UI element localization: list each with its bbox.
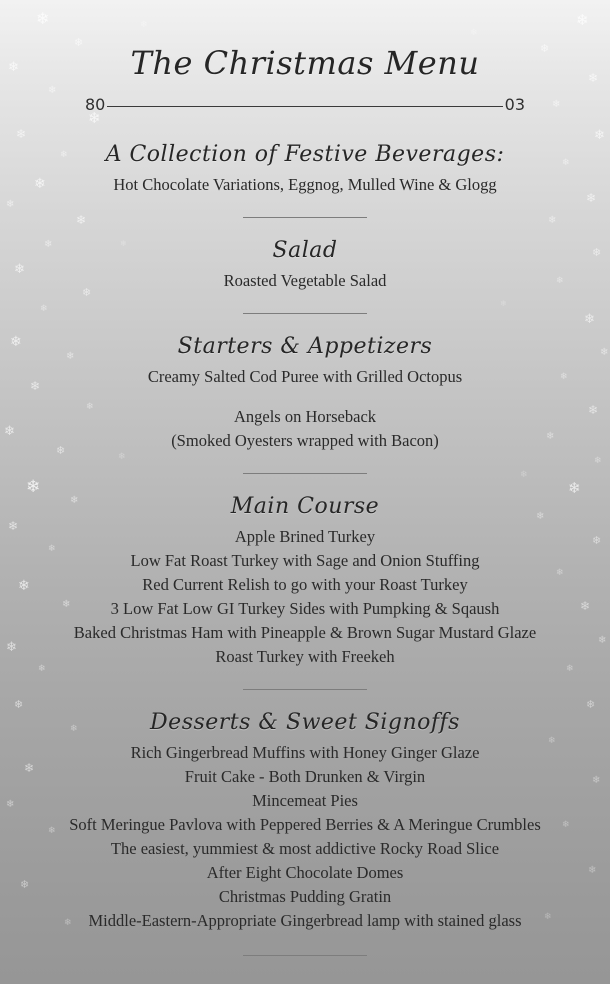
menu-item: Low Fat Roast Turkey with Sage and Onion Stuffing [130, 551, 480, 570]
menu-section-heading: Starters & Appetizers [177, 334, 433, 359]
snowflake-icon: ❄ [62, 599, 71, 610]
menu-item: Middle-Eastern-Appropriate Gingerbread lamp with stained glass [88, 911, 522, 930]
page-title: The Christmas Menu [130, 44, 480, 82]
snowflake-icon: ❄ [64, 917, 72, 927]
menu-item: Fruit Cake - Both Drunken & Virgin [184, 767, 426, 786]
ornament-right-icon: 03 [504, 95, 525, 114]
menu-section-heading: Salad [272, 238, 338, 263]
menu-section [0, 334, 610, 453]
menu-item: Apple Brined Turkey [234, 527, 376, 546]
snowflake-icon: ❄ [120, 239, 127, 248]
snowflake-icon: ❄ [520, 469, 528, 479]
snowflake-icon: ❄ [40, 303, 48, 313]
menu-item: Mincemeat Pies [252, 791, 358, 810]
snowflake-icon: ❄ [594, 127, 605, 142]
snowflake-icon: ❄ [70, 723, 78, 733]
menu-section [0, 238, 610, 293]
snowflake-icon: ❄ [66, 351, 75, 362]
snowflake-icon: ❄ [600, 347, 609, 358]
snowflake-icon: ❄ [4, 423, 15, 438]
menu-item: Soft Meringue Pavlova with Peppered Berries & A Meringue Crumbles [69, 815, 541, 834]
section-divider [243, 217, 367, 218]
snowflake-icon: ❄ [536, 511, 545, 522]
menu-item: (Smoked Oyesters wrapped with Bacon) [171, 431, 439, 450]
snowflake-icon: ❄ [86, 401, 94, 411]
snowflake-icon: ❄ [34, 177, 46, 192]
snowflake-icon: ❄ [548, 215, 557, 226]
snowflake-icon: ❄ [88, 111, 101, 127]
snowflake-icon: ❄ [48, 85, 57, 96]
snowflake-icon: ❄ [48, 543, 56, 553]
snowflake-icon: ❄ [568, 481, 581, 497]
menu-item: After Eight Chocolate Domes [206, 863, 404, 882]
snowflake-icon: ❄ [48, 825, 56, 835]
snowflake-icon: ❄ [38, 663, 46, 673]
snowflake-icon: ❄ [44, 239, 53, 250]
snowflake-icon: ❄ [592, 775, 601, 786]
menu-item: Hot Chocolate Variations, Eggnog, Mulled Wine & Glogg [113, 175, 497, 194]
menu-section [0, 142, 610, 197]
menu-section-heading: Desserts & Sweet Signoffs [150, 710, 460, 735]
snowflake-icon: ❄ [20, 879, 30, 891]
menu-item: Baked Christmas Ham with Pineapple & Brown Sugar Mustard Glaze [73, 623, 537, 642]
snowflake-icon: ❄ [6, 799, 15, 810]
snowflake-icon: ❄ [548, 735, 556, 745]
snowflake-icon: ❄ [586, 699, 596, 711]
title-divider [85, 95, 525, 116]
menu-section [0, 710, 610, 933]
snowflake-icon: ❄ [24, 761, 35, 775]
snowflake-icon: ❄ [586, 191, 597, 205]
snowflake-icon: ❄ [76, 213, 87, 227]
snowflake-icon: ❄ [588, 71, 599, 85]
divider-line [107, 106, 503, 107]
snowflake-icon: ❄ [140, 19, 148, 29]
snowflake-icon: ❄ [82, 287, 92, 299]
snowflake-icon: ❄ [14, 261, 25, 276]
menu-item: Angels on Horseback [233, 407, 377, 426]
menu-item: Christmas Pudding Gratin [218, 887, 392, 906]
snowflake-icon: ❄ [584, 311, 595, 326]
snowflake-icon: ❄ [592, 247, 602, 259]
snowflake-icon: ❄ [118, 451, 126, 461]
snowflake-icon: ❄ [576, 13, 589, 29]
snowflake-icon: ❄ [14, 699, 24, 711]
snowflake-icon: ❄ [18, 579, 30, 594]
ornament-left-icon: 80 [85, 95, 106, 114]
snowflake-icon: ❄ [580, 599, 591, 613]
snowflake-icon: ❄ [470, 27, 478, 37]
snowflake-icon: ❄ [552, 99, 561, 110]
menu-section-heading: Main Course [230, 494, 380, 519]
menu-item: Roast Turkey with Freekeh [215, 647, 395, 666]
snowflake-icon: ❄ [560, 371, 568, 381]
menu-item: Creamy Salted Cod Puree with Grilled Octopus [147, 367, 463, 386]
snowflake-icon: ❄ [60, 149, 68, 159]
snowflake-icon: ❄ [588, 865, 597, 876]
snowflake-icon: ❄ [566, 663, 574, 673]
section-divider [243, 473, 367, 474]
snowflake-icon: ❄ [562, 157, 570, 167]
snowflake-icon: ❄ [592, 535, 602, 547]
menu-item: The easiest, yummiest & most addictive Rocky Road Slice [110, 839, 500, 858]
snowflake-icon: ❄ [8, 59, 19, 74]
item-spacer [0, 389, 610, 405]
snowflake-icon: ❄ [594, 455, 602, 465]
snowflake-icon: ❄ [36, 11, 50, 28]
snowflake-icon: ❄ [74, 37, 84, 49]
snowflake-icon: ❄ [544, 911, 552, 921]
menu-section [0, 494, 610, 669]
snowflake-icon: ❄ [546, 431, 555, 442]
snowflake-icon: ❄ [556, 275, 564, 285]
snowflake-icon: ❄ [10, 335, 22, 350]
menu-item: Red Current Relish to go with your Roast Turkey [142, 575, 468, 594]
snowflake-icon: ❄ [6, 199, 15, 210]
section-divider [243, 955, 367, 956]
section-divider [243, 313, 367, 314]
menu-item: Rich Gingerbread Muffins with Honey Ginger Glaze [130, 743, 480, 762]
snowflake-icon: ❄ [30, 379, 41, 393]
snowflake-icon: ❄ [8, 519, 19, 533]
snowflake-icon: ❄ [540, 43, 550, 55]
snowflake-icon: ❄ [500, 299, 507, 308]
section-divider [243, 689, 367, 690]
snowflake-icon: ❄ [588, 403, 599, 417]
snowflake-icon: ❄ [70, 495, 79, 506]
menu-item: 3 Low Fat Low GI Turkey Sides with Pumpking & Sqaush [110, 599, 500, 618]
menu-item: Roasted Vegetable Salad [223, 271, 387, 290]
snowflake-icon: ❄ [6, 639, 17, 654]
menu-section-heading: A Collection of Festive Beverages: [105, 142, 505, 167]
snowflake-icon: ❄ [562, 819, 570, 829]
snowflake-icon: ❄ [16, 127, 27, 141]
snowflake-icon: ❄ [556, 567, 564, 577]
snowflake-icon: ❄ [56, 445, 66, 457]
snowflake-icon: ❄ [26, 477, 41, 496]
snowflake-icon: ❄ [598, 635, 607, 646]
menu-sections [0, 142, 610, 956]
